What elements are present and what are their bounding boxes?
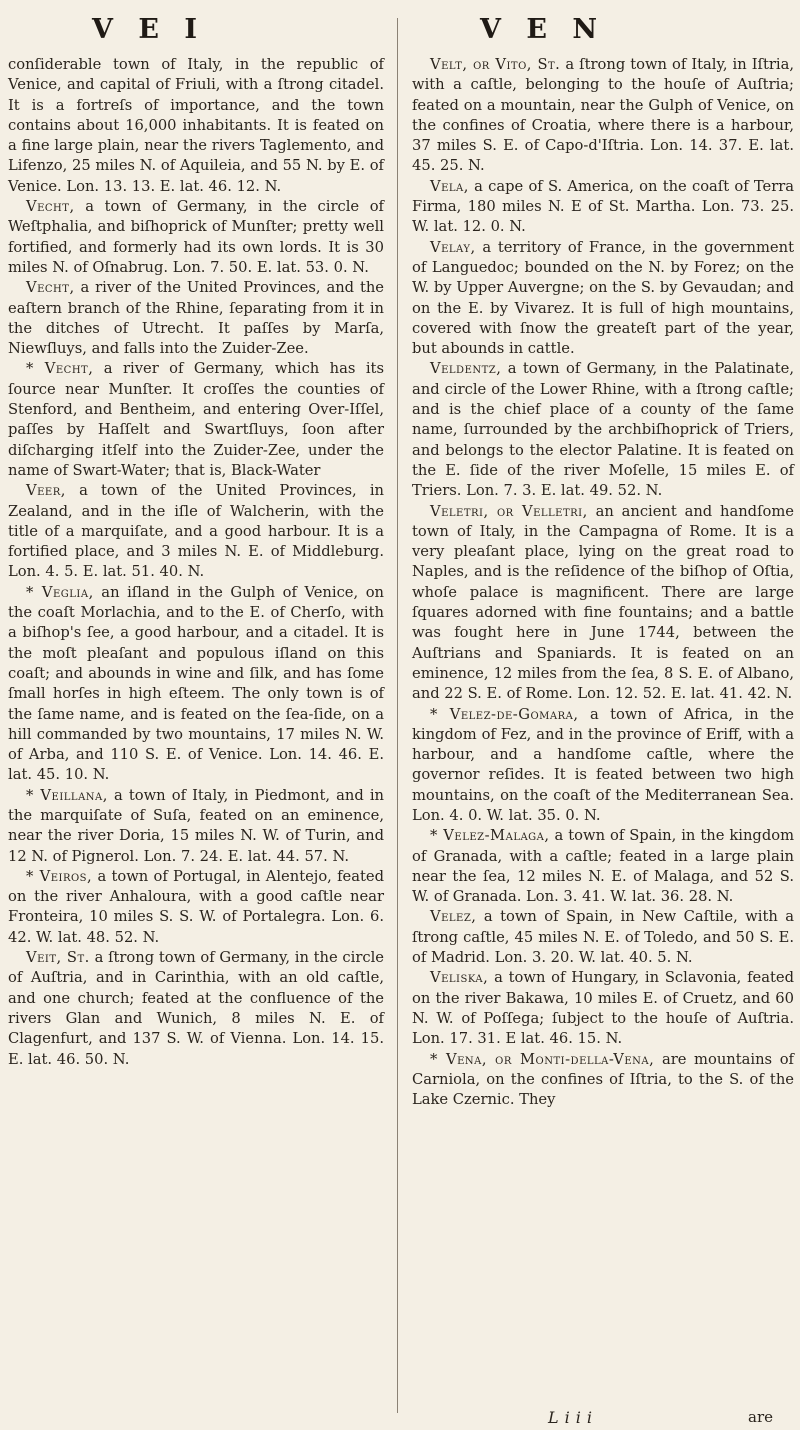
entry-text: a town of Spain, in New Caſtile, with a ſtrong caſtle, 45 miles N. E. of Toledo, and 50 S. E. of Madrid. Lon. 3. 20. W. lat. 40. 5. N. xyxy=(412,908,794,967)
column-divider xyxy=(397,18,398,1413)
entry-text: a territory of France, in the government of Languedoc; bounded on the N. by Forez; on the W. by Upper Auvergne; on the S. by Gevaudan; and on the E. by Vivarez. It is full of high mountains, covered with ſnow the greateſt part of the year, but abounds in cattle. xyxy=(412,238,794,358)
headword: * Velez-de-Gomara, xyxy=(430,705,579,723)
entry-text: an iſland in the Gulph of Venice, on the coaſt Morlachia, and to the E. of Cherſo, with a biſhop's ſee, a good harbour, and a citadel. It is the moſt pleaſant and populous iſland on this coaſt; and abounds in wine and ſilk, and has ſome ſmall horſes in high eſteem. The only town is of the ſame name, and is feated on the ſea-ſide, on a hill commanded by two mountains, 17 miles N. W. of Arba, and 110 S. E. of Venice. Lon. 14. 46. E. lat. 45. 10. N. xyxy=(8,583,385,784)
catchword: are xyxy=(748,1408,773,1426)
headword: Vecht, xyxy=(26,198,75,216)
headword: * Vecht, xyxy=(26,360,94,378)
entry-text: a town of the United Provinces, in Zealand, and in the iſle of Walcherin, with the title of a marquiſate, and a good harbour. It is a fortified place, and 3 miles N. E. of Middleburg. Lon. 4. 5. E. lat. 51. 40. N. xyxy=(8,482,384,581)
entry xyxy=(8,278,384,359)
entry-text: an ancient and handſome town of Italy, in the Campagna of Rome. It is a very pleaſant place, lying on the great road to Naples, and is the reſidence of the biſhop of Oſtia, whoſe palace is magnificent. There are large ſquares adorned with fine fountains; and a battle was fought here in June 1744, between the Auſtrians and Spaniards. It is feated on an eminence, 12 miles from the ſea, 8 S. E. of Albano, and 22 S. E. of Rome. Lon. 12. 52. E. lat. 41. 42. N. xyxy=(412,502,794,703)
entry xyxy=(412,1050,794,1111)
headword: * Vena, or Monti-della-Vena, xyxy=(430,1050,655,1068)
entry-text: a town of Africa, in the kingdom of Fez, and in the province of Eriff, with a harbour, and a handſome caſtle, where the governor reſides. It is feated between two high mountains, on the coaſt of the Mediterranean Sea. Lon. 4. 0. W. lat. 35. 0. N. xyxy=(412,705,794,824)
entry xyxy=(8,481,384,582)
headword: * Veiros, xyxy=(26,867,93,885)
headword: * Veglia, xyxy=(26,583,94,601)
entry xyxy=(412,55,794,177)
entry-text: a ſtrong town of Italy, in Iſtria, with a caſtle, belonging to the houſe of Auſtria; feated on a mountain, near the Gulph of Venice, on the confines of Croatia, where there is a harbour, 37 miles S. E. of Capo-d'Iſtria. Lon. 14. 37. E. lat. 45. 25. N. xyxy=(412,56,794,175)
entry-text: a river of Germany, which has its ſource near Munſter. It croſſes the counties of Stenford, and Bentheim, and entering Over-Iſſel, paſſes by Haſſelt and Swartſluys, ſoon after diſcharging itſelf into the Zuider-Zee, under the name of Swart-Water; that is, Black-Water xyxy=(8,360,384,479)
right-column xyxy=(412,55,794,1110)
headword: Veit, St. xyxy=(26,949,90,967)
headword: Veliska, xyxy=(430,969,489,987)
entry xyxy=(8,583,384,786)
signature-mark: Liii xyxy=(548,1408,598,1427)
headword: * Velez-Malaga, xyxy=(430,827,550,845)
entry-text: are mountains of Carniola, on the confines of Iſtria, to the S. of the Lake Czernic. They xyxy=(412,1050,794,1109)
entry xyxy=(412,359,794,501)
entry xyxy=(412,705,794,827)
entry-text: a town of Italy, in Piedmont, and in the marquiſate of Suſa, feated on an eminence, near the river Doria, 15 miles N. W. of Turin, and 12 N. of Pignerol. Lon. 7. 24. E. lat. 44. 57. N. xyxy=(8,786,384,865)
entry xyxy=(8,867,384,948)
entry-text: a town of Germany, in the circle of Weſtphalia, and biſhoprick of Munſter; pretty well fortified, and formerly had its own lords. It is 30 miles N. of Oſnabrug. Lon. 7. 50. E. lat. 53. 0. N. xyxy=(8,198,384,276)
entry xyxy=(8,197,384,278)
entry-text: a town of Germany, in the Palatinate, and circle of the Lower Rhine, with a ſtrong caſtle; and is the chief place of a county of the ſame name, ſurrounded by the archbiſhoprick of Triers, and belongs to the elector Palatine. It is feated on the E. ſide of the river Moſelle, 15 miles E. of Triers. Lon. 7. 3. E. lat. 49. 52. N. xyxy=(412,360,794,500)
entry xyxy=(8,359,384,481)
page-header xyxy=(0,14,800,54)
running-head-left: V E I xyxy=(92,14,205,45)
entry xyxy=(412,968,794,1049)
headword: Vela, xyxy=(430,177,469,195)
entry-text: a town of Spain, in the kingdom of Granada, with a caſtle; feated in a large plain near the ſea, 12 miles N. E. of Malaga, and 52 S. W. of Granada. Lon. 3. 41. W. lat. 36. 28. N. xyxy=(412,827,794,906)
entry xyxy=(412,826,794,907)
headword: Veletri, or Velletri, xyxy=(430,502,588,520)
entry-text: a ſtrong town of Germany, in the circle of Auſtria, and in Carinthia, with an old caſtle, and one church; feated at the confluence of the rivers Glan and Wunich, 8 miles N. E. of Clagenfurt, and 137 S. W. of Vienna. Lon. 14. 15. E. lat. 46. 50. N. xyxy=(8,949,384,1068)
headword: Velt, or Vito, St. xyxy=(430,56,561,73)
entry xyxy=(8,948,384,1070)
entry xyxy=(412,907,794,968)
entry-text: a town of Hungary, in Sclavonia, feated on the river Bakawa, 10 miles E. of Cruetz, and 60 N. W. of Poſſega; ſubject to the houſe of Auſtria. Lon. 17. 31. E lat. 46. 15. N. xyxy=(412,969,794,1048)
entry-text: a cape of S. America, on the coaſt of Terra Firma, 180 miles N. E of St. Martha. Lon. 73. 25. W. lat. 12. 0. N. xyxy=(412,177,794,236)
headword: Velay, xyxy=(430,238,476,256)
headword: Vecht, xyxy=(26,279,75,297)
headword: Veldentz, xyxy=(430,360,502,378)
headword: * Veillana, xyxy=(26,786,108,804)
entry xyxy=(8,786,384,867)
entry-text: a river of the United Provinces, and the eaſtern branch of the Rhine, ſeparating from it in the ditches of Utrecht. It paſſes by Marſa, Niewſluys, and falls into the Zuider-Zee. xyxy=(8,279,384,358)
left-column xyxy=(8,55,384,1070)
entry-text: a town of Portugal, in Alentejo, feated on the river Anhaloura, with a good caſtle near Fronteira, 10 miles S. S. W. of Portalegra. Lon. 6. 42. W. lat. 48. 52. N. xyxy=(8,867,384,946)
continued-entry: conſiderable town of Italy, in the republic of Venice, and capital of Friuli, with a ſtrong citadel. It is a fortreſs of importance, and the town contains about 16,000 inhabitants. It is feated on a fine large plain, near the rivers Taglemento, and Lifenzo, 25 miles N. of Aquileia, and 55 N. by E. of Venice. Lon. 13. 13. E. lat. 46. 12. N. xyxy=(8,56,384,195)
headword: Velez, xyxy=(430,908,477,926)
entry xyxy=(412,177,794,238)
entry xyxy=(412,238,794,360)
headword: Veer, xyxy=(26,482,66,500)
running-head-right: V E N xyxy=(480,14,606,45)
entry xyxy=(412,502,794,705)
